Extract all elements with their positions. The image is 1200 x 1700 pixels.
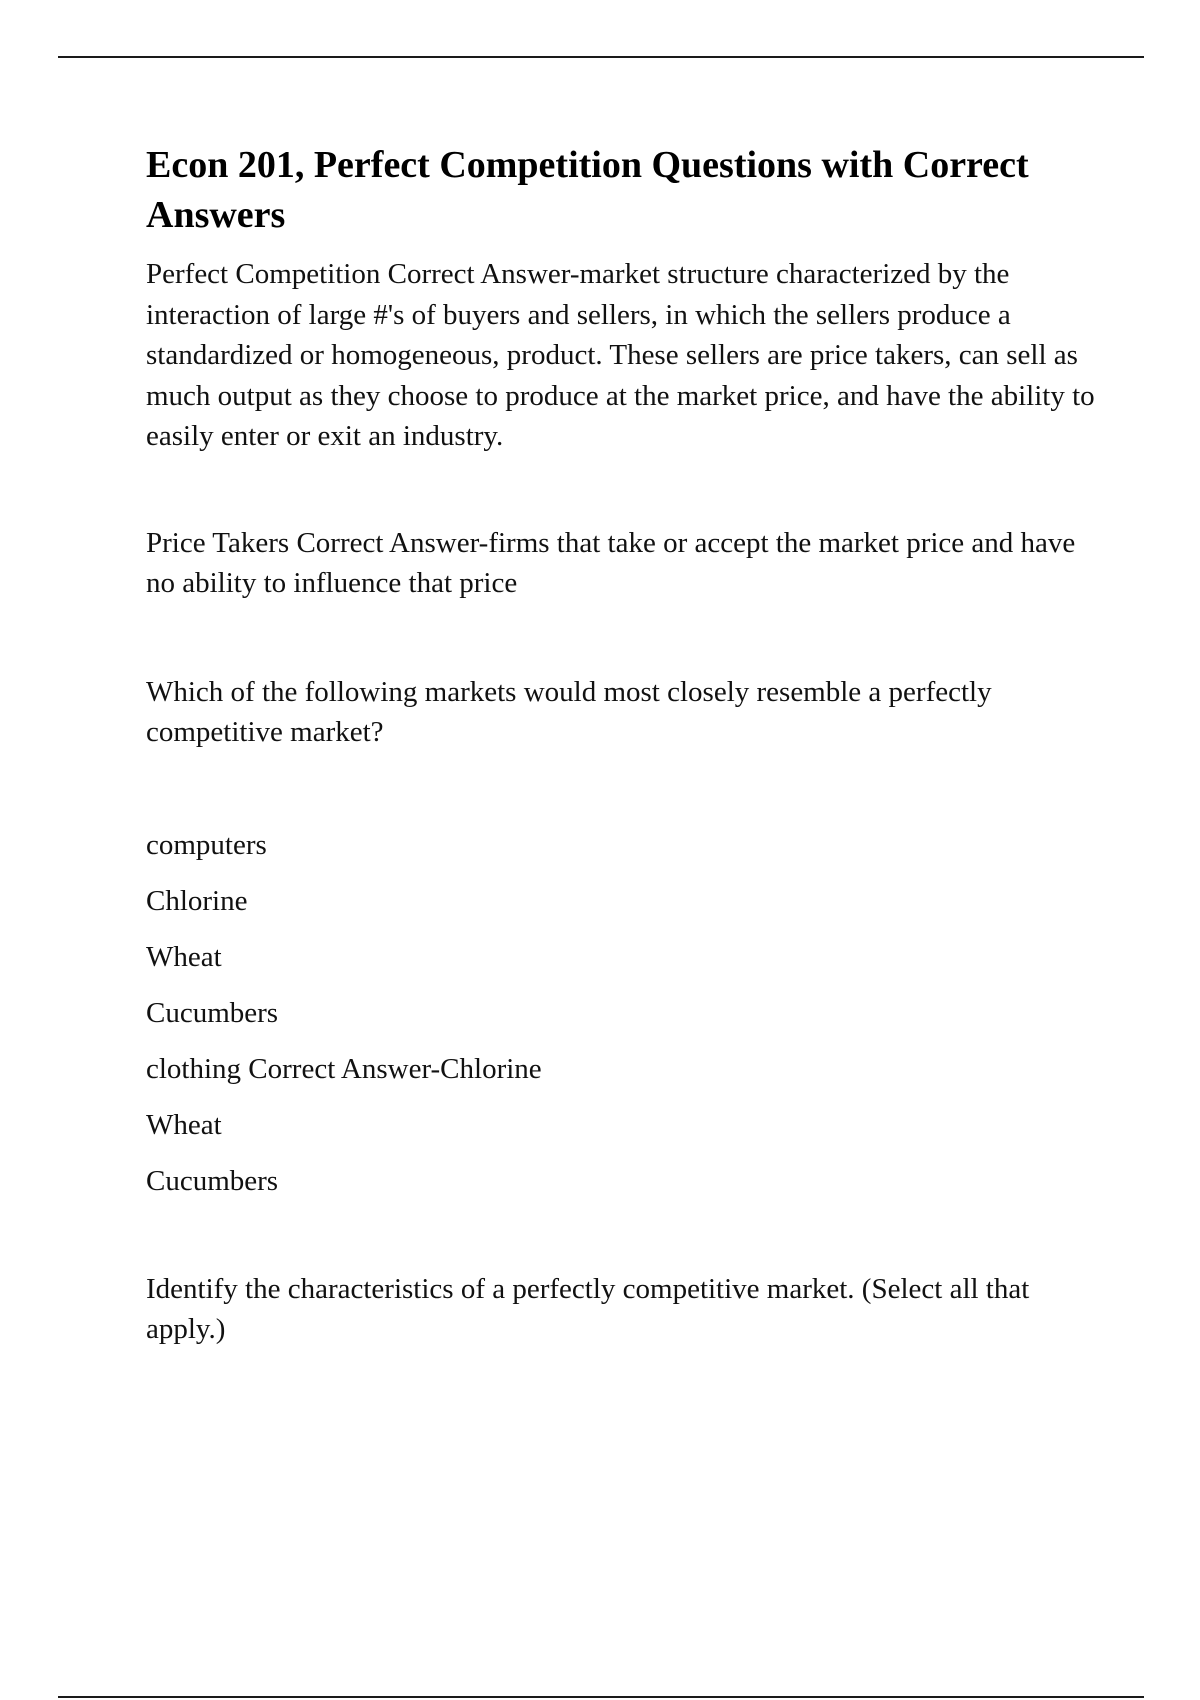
option-item: Wheat — [146, 940, 222, 973]
top-divider — [58, 56, 1144, 58]
option-item-with-answer: clothing Correct Answer-Chlorine — [146, 1052, 542, 1085]
option-item: computers — [146, 828, 267, 861]
bottom-divider — [58, 1696, 1144, 1698]
question-markets: Which of the following markets would most closely resemble a perfectly competitive market? — [146, 675, 992, 748]
definition-perfect-competition: Perfect Competition Correct Answer-market structure characterized by the interaction of large #'s of buyers and sellers, in which the sellers produce a standardized or homogeneous, product. These sellers are price takers, can sell as much output as they choose to produce at the market price, and have the ability to easily enter or exit an industry. — [146, 258, 1095, 452]
option-item: Wheat — [146, 1108, 222, 1141]
answer-options — [146, 825, 1101, 1201]
document-title: Econ 201, Perfect Competition Questions with Correct Answers — [146, 144, 1029, 236]
option-item: Cucumbers — [146, 1164, 279, 1197]
definition-price-takers: Price Takers Correct Answer-firms that take or accept the market price and have no ability to influence that price — [146, 526, 1076, 599]
option-item: Chlorine — [146, 884, 248, 917]
question-characteristics: Identify the characteristics of a perfectly competitive market. (Select all that apply.) — [146, 1272, 1030, 1345]
document-body — [146, 140, 1101, 1350]
option-item: Cucumbers — [146, 996, 279, 1029]
